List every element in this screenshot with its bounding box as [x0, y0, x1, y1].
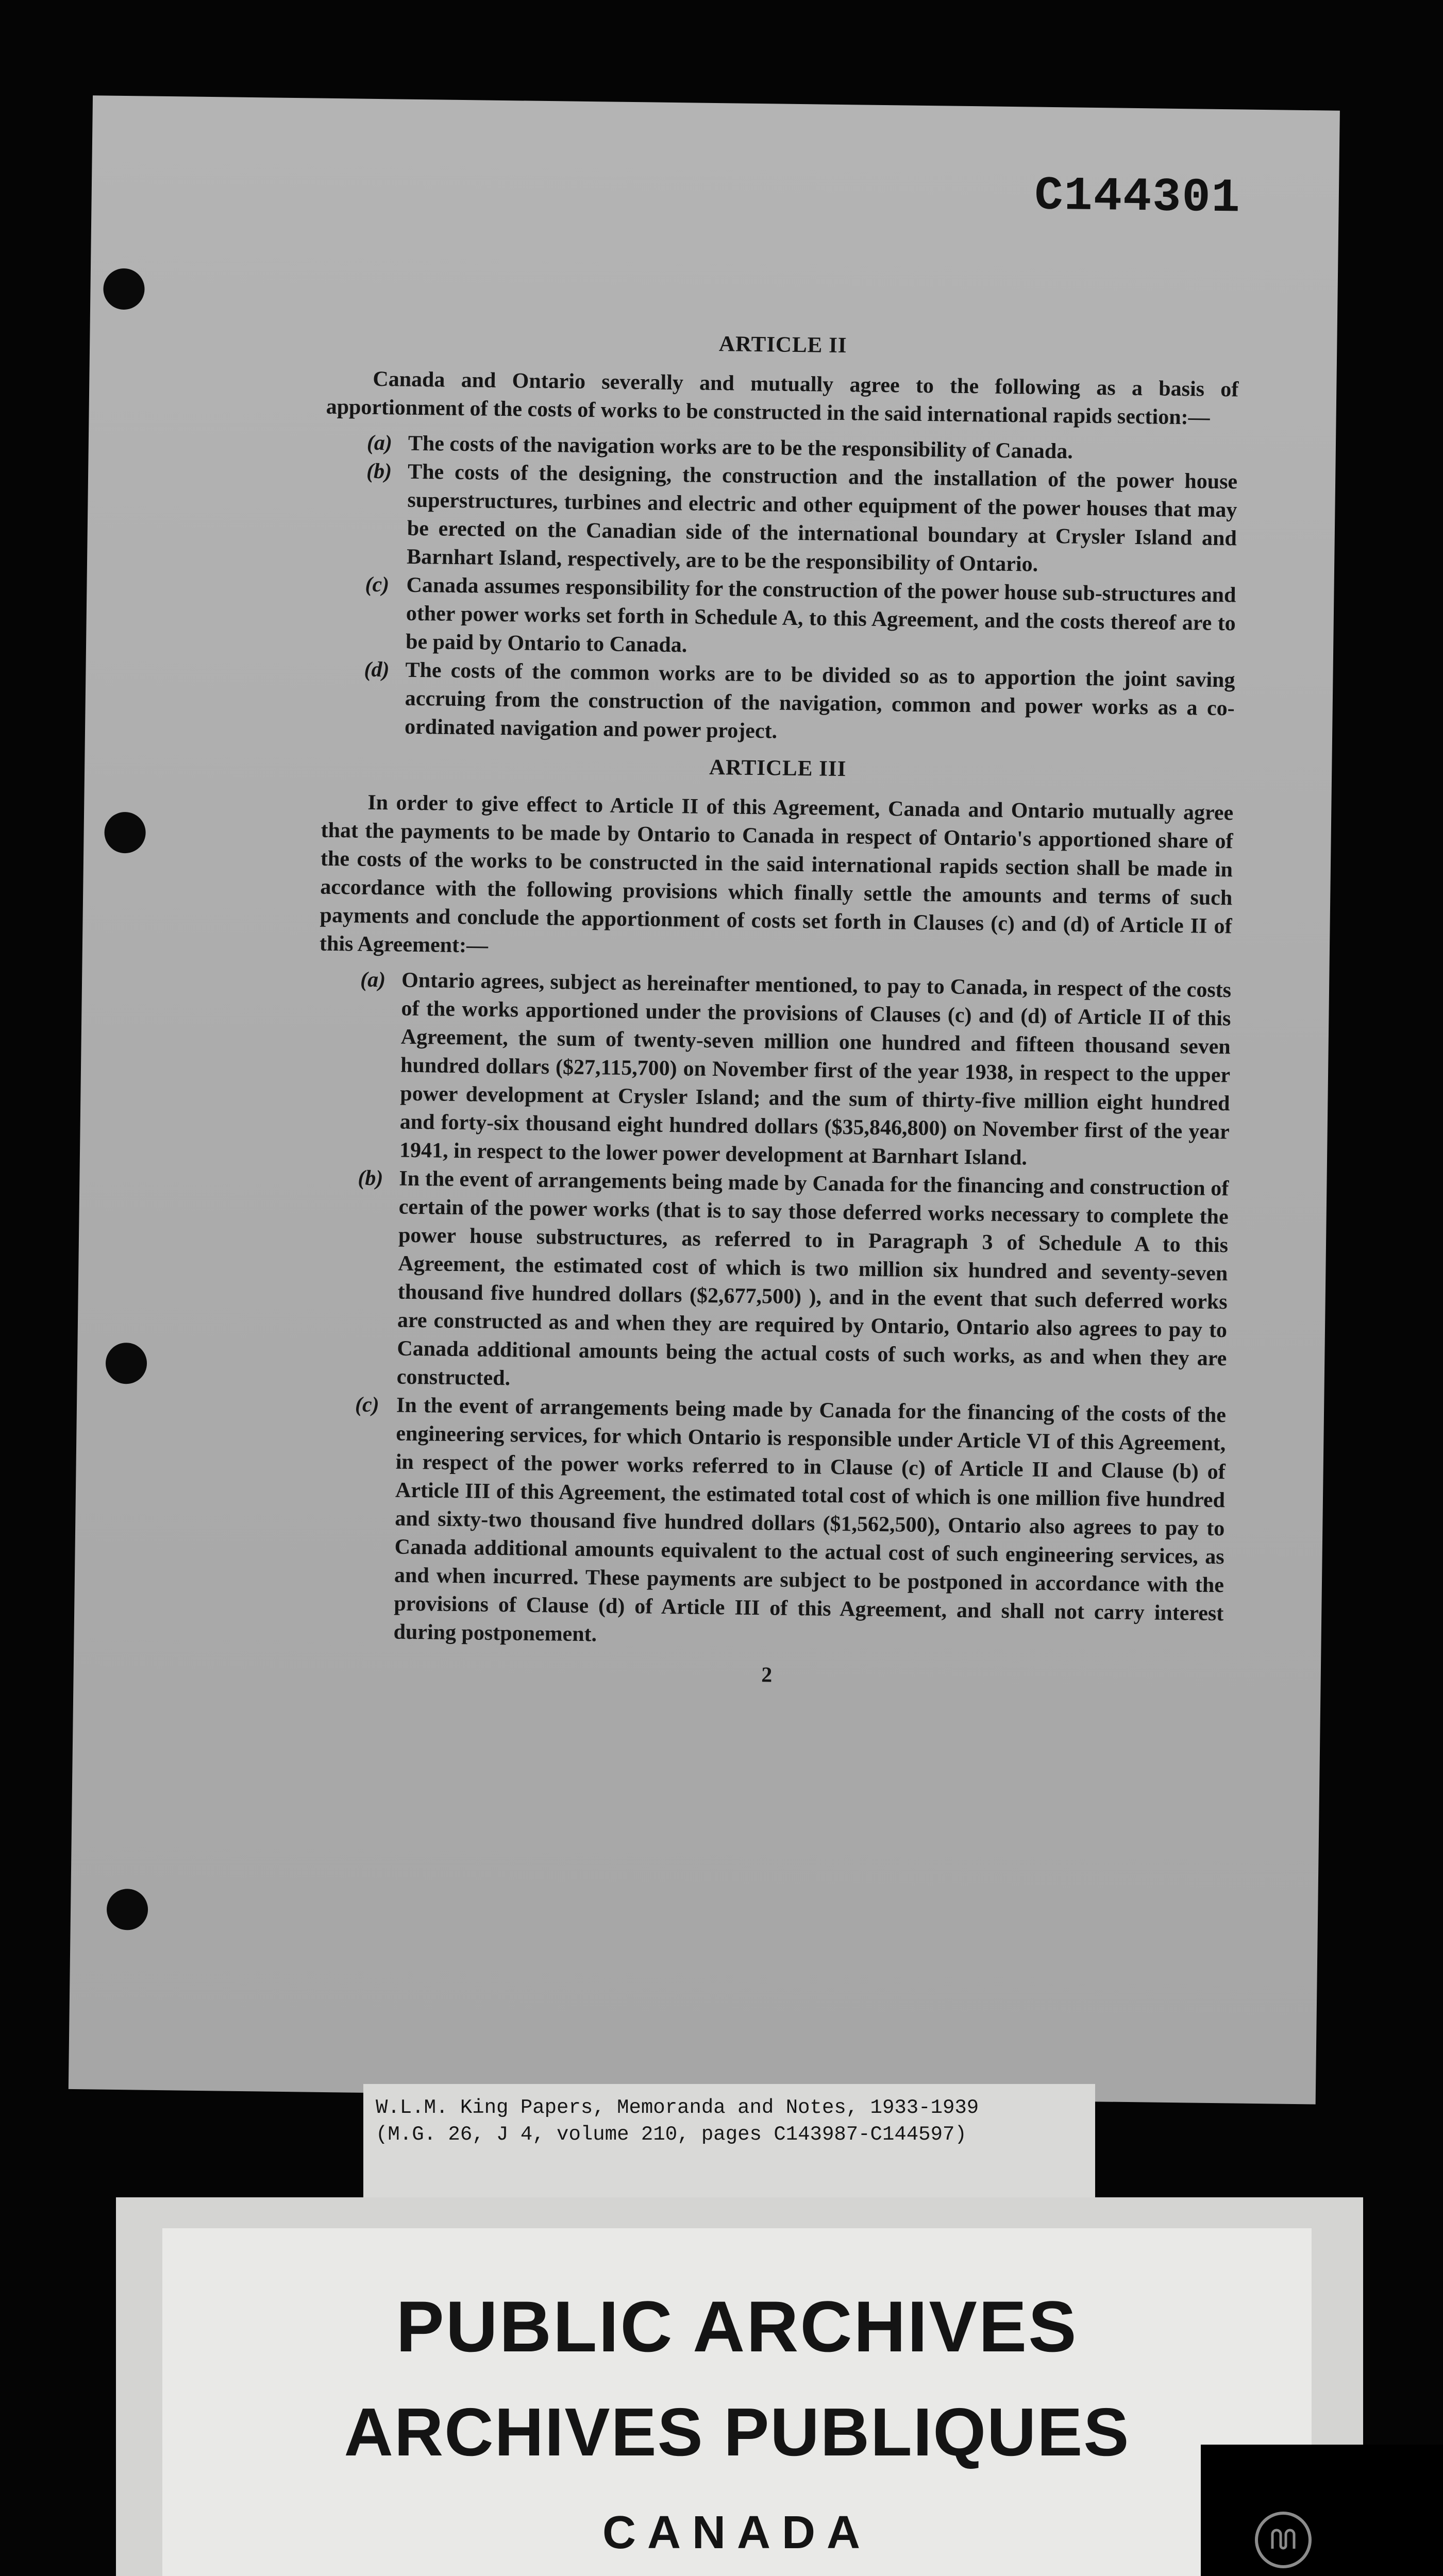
clause-text: Canada assumes responsibility for the construction of the power house sub-structures and other power works set forth in Schedule A, to this Agreement, and the costs thereof are to be paid by Ontario to Canada.: [405, 573, 1236, 657]
clause-marker: (d): [364, 657, 390, 682]
archive-label-line: W.L.M. King Papers, Memoranda and Notes, 1933-1939: [376, 2096, 979, 2119]
article-2-clause: [365, 457, 1238, 582]
article-3-clause: [358, 966, 1232, 1175]
card-shadow-block: [1201, 2445, 1443, 2576]
clause-text: The costs of the designing, the construction and the installation of the power house superstructures, turbines and electric and other equipment of the power houses that may be erected on the Canadian side of the international boundary at Crysler Island and Barnhart Island, respectively, are to be the responsibility of Ontario.: [406, 460, 1238, 577]
punch-hole: [107, 1889, 148, 1930]
clause-marker: (a): [366, 431, 393, 455]
article-2-clause: [363, 656, 1235, 752]
article-2-intro: Canada and Ontario severally and mutually agree to the following as a basis of apportionment of the costs of works to be constructed in the said international rapids section:—: [326, 367, 1239, 430]
archive-card-face: [162, 2228, 1312, 2576]
clause-text: In the event of arrangements being made by Canada for the financing and construction of certain of the power works (that is to say those deferred works necessary to complete the power house substructures, as referred to in Paragraph 3 of Schedule A to this Agreement, the estimated cost of which is two million six hundred and seventy-seven thousand five hundred dollars ($2,677,500) ), and in the event that such deferred works are constructed as and when they are required by Ontario, Ontario also agrees to pay to Canada additional amounts being the actual costs of such works, as and when they are constructed.: [396, 1166, 1229, 1391]
clause-text: The costs of the navigation works are to be the responsibility of Canada.: [408, 431, 1073, 464]
punch-hole: [106, 1343, 147, 1384]
clause-marker: (c): [355, 1393, 379, 1417]
clause-text: The costs of the common works are to be divided so as to apportion the joint saving accruing from the construction of the navigation, common and power works as a co-ordinated navigation and power project.: [404, 658, 1235, 743]
document-body: [310, 325, 1239, 1695]
archive-card-title-en: PUBLIC ARCHIVES: [396, 2286, 1078, 2367]
punch-hole: [103, 268, 145, 310]
archive-card-country: CANADA: [602, 2507, 871, 2558]
archive-card: [116, 2197, 1363, 2576]
reference-number-text: C144301: [1034, 168, 1241, 226]
clause-marker: (b): [358, 1166, 383, 1191]
archive-reference-label: [363, 2084, 1095, 2197]
microfilm-logo-glyph: [1265, 2522, 1301, 2558]
article-3-clause: [352, 1391, 1226, 1657]
article-2-heading: ARTICLE II: [718, 332, 847, 358]
punch-hole: [104, 812, 146, 854]
archive-label-line: (M.G. 26, J 4, volume 210, pages C143987-C144597): [376, 2123, 967, 2146]
article-3-intro: In order to give effect to Article II of this Agreement, Canada and Ontario mutually agree that the payments to be made by Ontario to Canada in respect of Ontario's apportioned share of the costs of the works to be constructed in the said international rapids section shall be made in accordance with the following provisions which finally settle the amounts and terms of such payments and conclude the apportionment of costs set forth in Clauses (c) and (d) of Article II of this Agreement:—: [319, 790, 1234, 958]
reference-number: [1034, 169, 1241, 226]
archive-card-title-fr: ARCHIVES PUBLIQUES: [344, 2394, 1130, 2470]
clause-text: Ontario agrees, subject as hereinafter mentioned, to pay to Canada, in respect of the costs of the works apportioned under the provisions of Clauses (c) and (d) of Article II of this Agreement, the sum of twenty-seven million one hundred and fifteen thousand seven hundred dollars ($27,115,700) on November first of the year 1938, in respect to the upper power development at Crysler Island; and the sum of thirty-five million eight hundred and forty-six thousand eight hundred dollars ($35,846,800) on November first of the year 1941, in respect to the lower power development at Barnhart Island.: [399, 968, 1232, 1170]
document-page: [69, 95, 1340, 2104]
clause-text: In the event of arrangements being made by Canada for the financing of the costs of the engineering services, for which Ontario is responsible under Article VI of this Agreement, in respect of the power works referred to in Clause (c) of Article II and Clause (b) of Article III of this Agreement, the estimated total cost of which is one million five hundred and sixty-two thousand five hundred dollars ($1,562,500), Ontario also agrees to pay to Canada additional amounts equivalent to the actual cost of such engineering services, as and when incurred. These payments are subject to be postponed in accordance with the provisions of Clause (d) of Article III of this Agreement, and shall not carry interest during postponement.: [393, 1393, 1227, 1647]
clause-marker: (c): [365, 572, 390, 597]
article-2-clause: [364, 571, 1236, 667]
clause-marker: (a): [360, 968, 386, 992]
article-3-clause: [355, 1164, 1229, 1402]
clause-marker: (b): [366, 459, 392, 484]
page-number: 2: [761, 1663, 773, 1687]
article-3-heading: ARTICLE III: [709, 755, 847, 782]
microfilm-logo-icon: [1255, 2512, 1312, 2568]
